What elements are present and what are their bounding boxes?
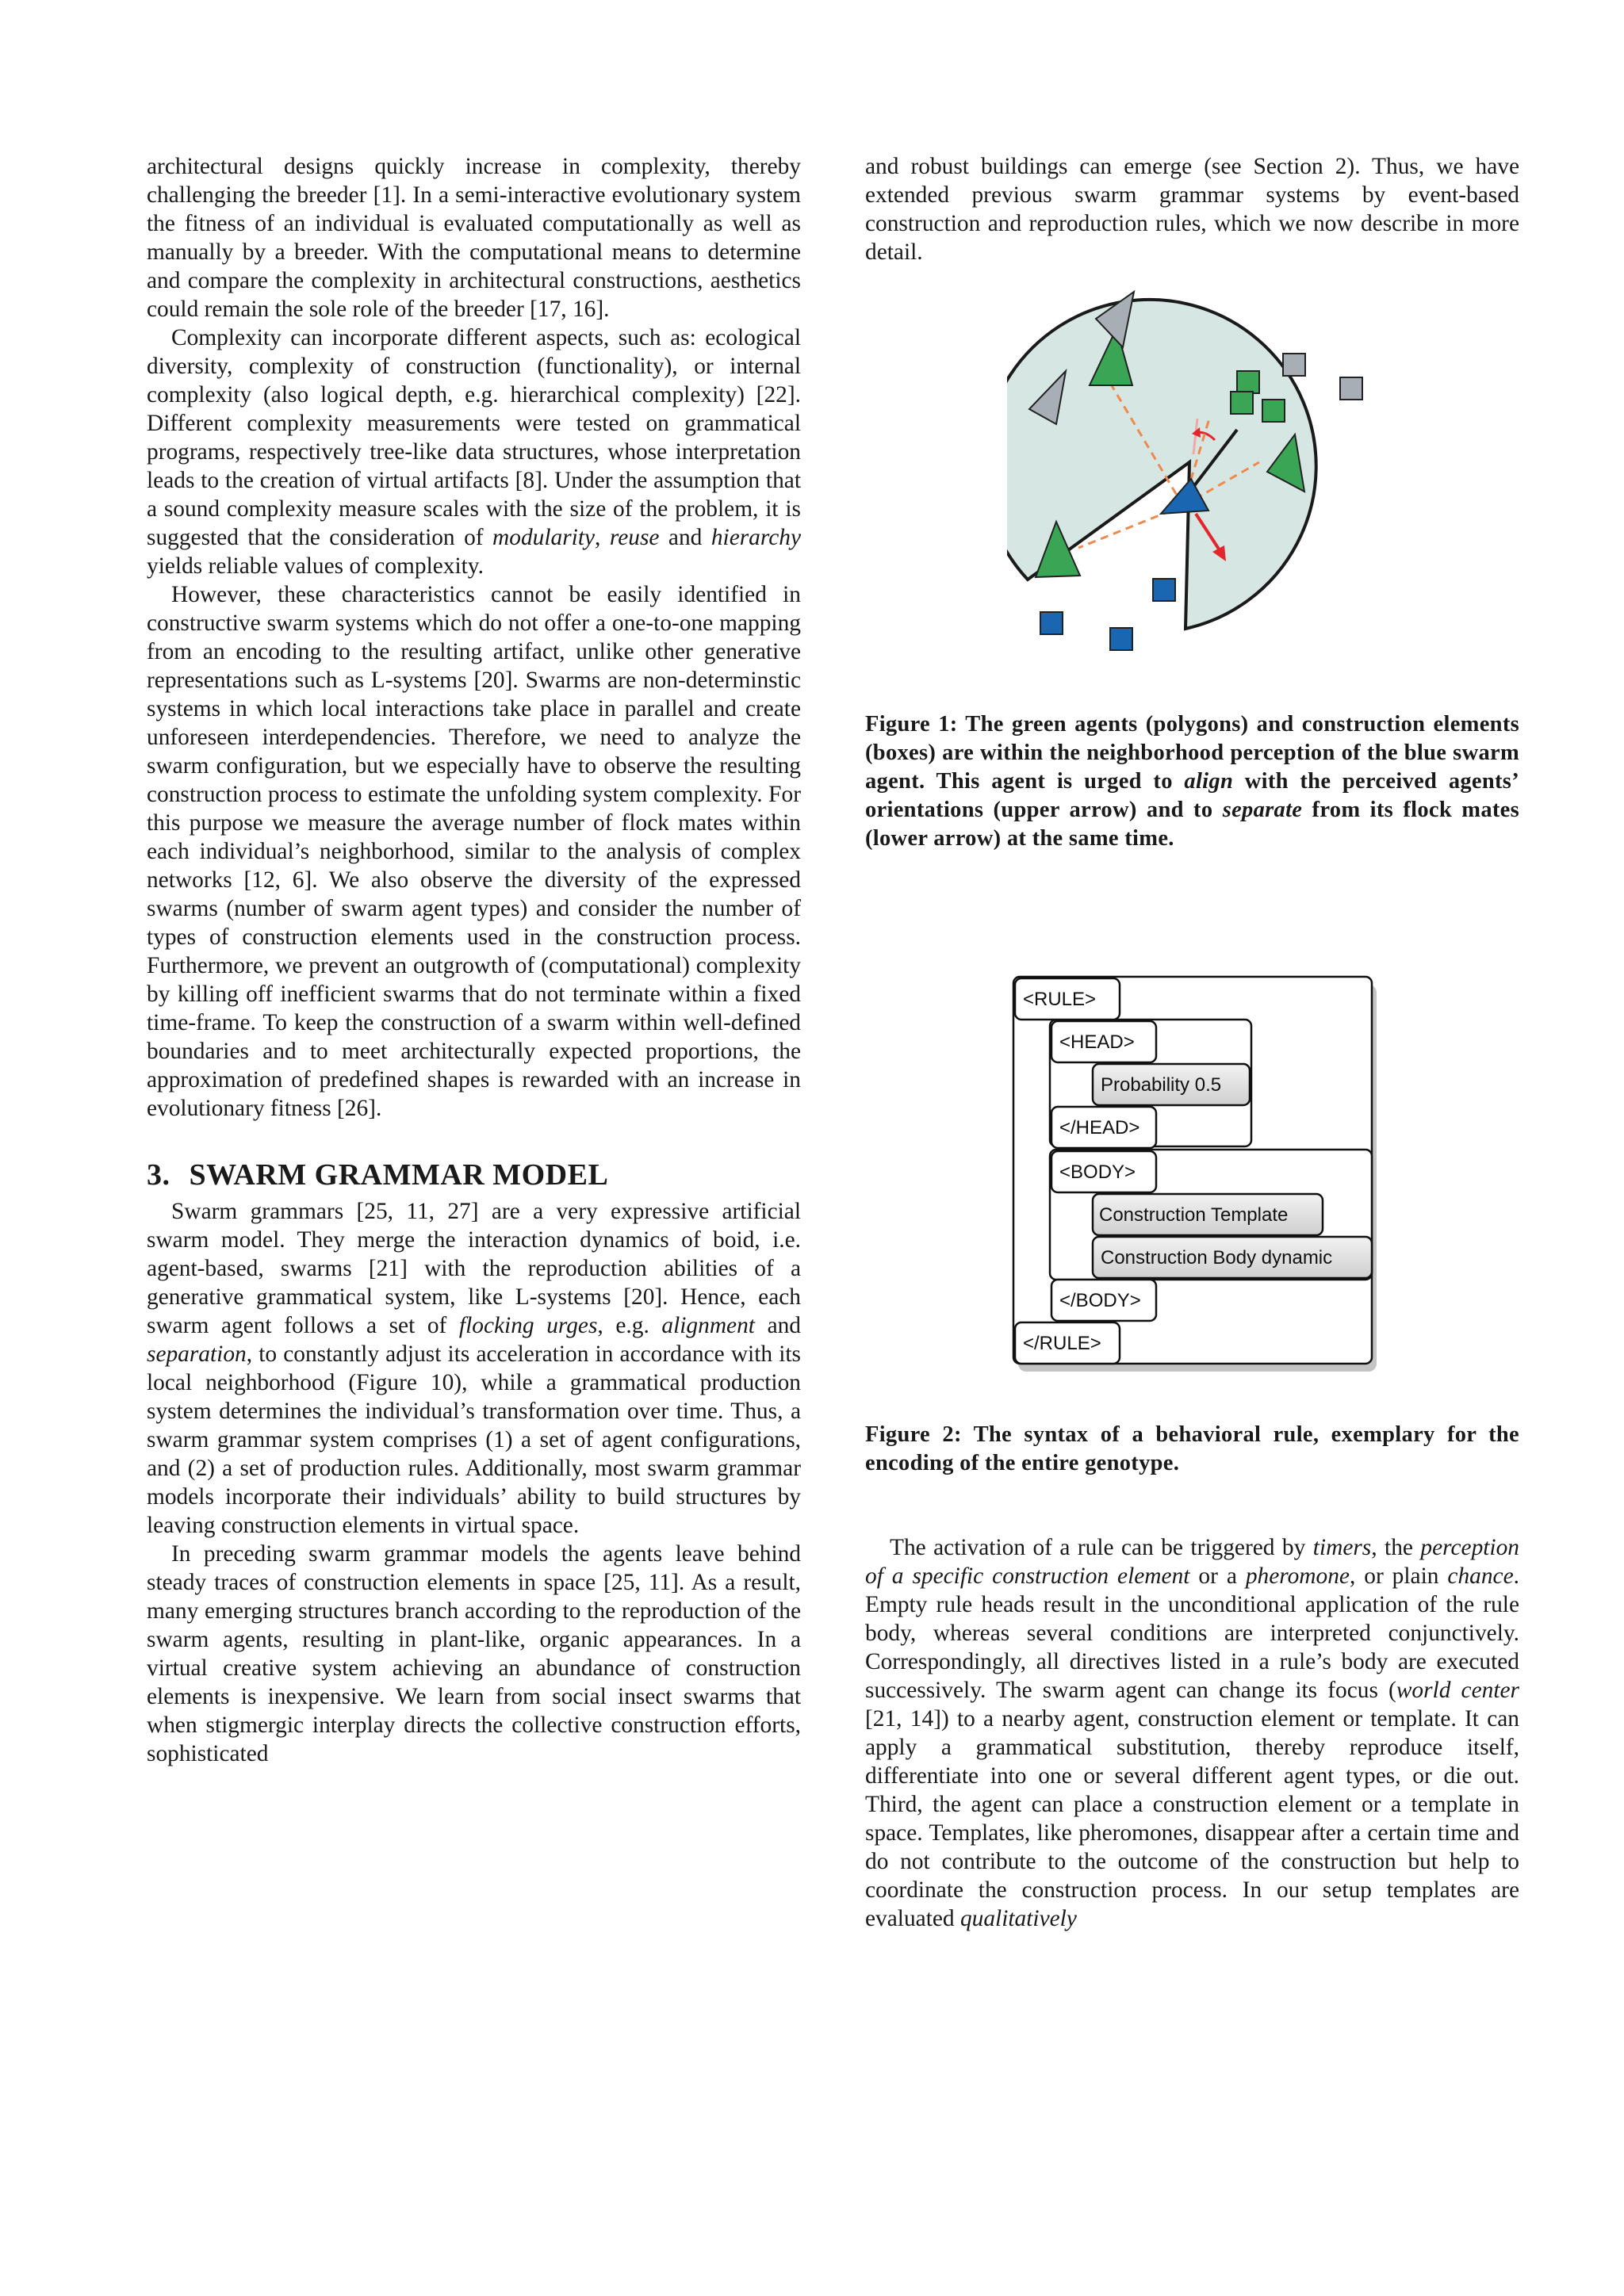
body-close-label: </BODY> <box>1059 1290 1141 1311</box>
figure-2-caption: Figure 2: The syntax of a behavioral rule, exemplary for the encoding of the entire genotype. <box>865 1422 1519 1475</box>
head-close-label: </HEAD> <box>1059 1117 1140 1138</box>
blue-construction-element <box>1110 628 1132 650</box>
green-construction-element <box>1237 371 1259 393</box>
paragraph: Swarm grammars [25, 11, 27] are a very expressive artificial swarm model. They merge the interaction dynamics of boid, i.e. agent-based, swarms [21] with the reproduction abilities of a generative grammatical system, like L-systems [20]. Hence, each swarm agent follows a set of flocking urges, e.g. alignment and separation, to constantly adjust its acceleration in accordance with its local neighborhood (Figure 10), while a grammatical production system determines the individual’s transformation over time. Thus, a swarm grammar system comprises (1) a set of agent configurations, and (2) a set of production rules. Additionally, most swarm grammar models incorporate their individuals’ ability to build structures by leaving construction elements in virtual space. <box>147 1199 801 1538</box>
figure-2-rule-syntax <box>1007 974 1380 1378</box>
paragraph: and robust buildings can emerge (see Section 2). Thus, we have extended previous swarm grammar systems by event-based construction and reproduction rules, which we now describe in more detail. <box>865 154 1519 265</box>
head-open-label: <HEAD> <box>1059 1031 1135 1053</box>
paragraph: However, these characteristics cannot be easily identified in constructive swarm systems which do not offer a one-to-one mapping from an encoding to the resulting artifact, unlike other generative representations such as L-systems [20]. Swarms are non-determinstic systems in which local interactions take place in parallel and create unforeseen interdependencies. Therefore, we need to analyze the swarm configuration, but we especially have to observe the resulting construction process to estimate the unfolding system complexity. For this purpose we measure the average number of flock mates within each individual’s neighborhood, similar to the analysis of complex networks [12, 6]. We also observe the diversity of the expressed swarms (number of swarm agent types) and consider the number of types of construction elements used in the construction process. Furthermore, we prevent an outgrowth of (computational) complexity by killing off inefficient swarms that do not terminate within a fixed time-frame. To keep the construction of a swarm within well-defined boundaries and to meet architecturally expected proportions, the approximation of predefined shapes is rewarded with an increase in evolutionary fitness [26]. <box>147 582 801 1121</box>
figure-1-swarm-neighborhood <box>1007 284 1388 672</box>
right-column <box>865 152 1519 266</box>
construction-body-label: Construction Body dynamic <box>1101 1247 1333 1269</box>
left-column <box>147 152 801 1768</box>
green-construction-element <box>1262 400 1285 422</box>
rule-open-label: <RULE> <box>1023 989 1097 1010</box>
paragraph: The activation of a rule can be triggered by timers, the perception of a specific construction element or a pheromone, or plain chance. Empty rule heads result in the unconditional application of the rule body, whereas several conditions are interpreted conjunctively. Correspondingly, all directives listed in a rule’s body are executed successively. The swarm agent can change its focus (world center [21, 14]) to a nearby agent, construction element or template. It can apply a grammatical substitution, thereby reproduce itself, differentiate into one or several different agent types, or die out. Third, the agent can place a construction element or a template in space. Templates, like pheromones, disappear after a certain time and do not contribute to the outcome of the construction but help to coordinate the construction process. In our setup templates are evaluated qualitatively <box>865 1535 1519 1931</box>
probability-label: Probability 0.5 <box>1101 1074 1222 1096</box>
gray-construction-element <box>1283 354 1305 376</box>
construction-template-label: Construction Template <box>1099 1204 1289 1226</box>
paragraph: architectural designs quickly increase in complexity, thereby challenging the breeder [1]. In a semi-interactive evolutionary system the fitness of an individual is evaluated computationally as well as manually by a breeder. With the computational means to determine and compare the complexity in architectural constructions, aesthetics could remain the sole role of the breeder [17, 16]. <box>147 154 801 322</box>
right-column-lower <box>865 1533 1519 1933</box>
green-construction-element <box>1231 392 1253 414</box>
paragraph: Complexity can incorporate different aspects, such as: ecological diversity, complexity of construction (functionality), or internal complexity (also logical depth, e.g. hierarchical complexity) [22]. Different complexity measurements were tested on grammatical programs, respectively tree-like data structures, whose interpretation leads to the creation of virtual artifacts [8]. Under the assumption that a sound complexity measure scales with the size of the problem, it is suggested that the consideration of modularity, reuse and hierarchy yields reliable values of complexity. <box>147 325 801 579</box>
gray-construction-element <box>1340 377 1362 400</box>
blue-construction-element <box>1040 612 1063 634</box>
section-heading: 3. SWARM GRAMMAR MODEL <box>147 1158 609 1192</box>
figure-1-caption: Figure 1: The green agents (polygons) and construction elements (boxes) are within the neighborhood perception of the blue swarm agent. This agent is urged to align with the perceived agents’ orientations (upper arrow) and to separate from its flock mates (lower arrow) at the same time. <box>865 712 1519 851</box>
rule-close-label: </RULE> <box>1023 1333 1101 1354</box>
body-open-label: <BODY> <box>1059 1161 1136 1183</box>
blue-construction-element <box>1153 579 1175 601</box>
paragraph: In preceding swarm grammar models the agents leave behind steady traces of construction elements in space [25, 11]. As a result, many emerging structures branch according to the reproduction of the swarm agents, resulting in plant-like, organic appearances. In a virtual creative system achieving an abundance of construction elements is inexpensive. We learn from social insect swarms that when stigmergic interplay directs the collective construction efforts, sophisticated <box>147 1541 801 1766</box>
